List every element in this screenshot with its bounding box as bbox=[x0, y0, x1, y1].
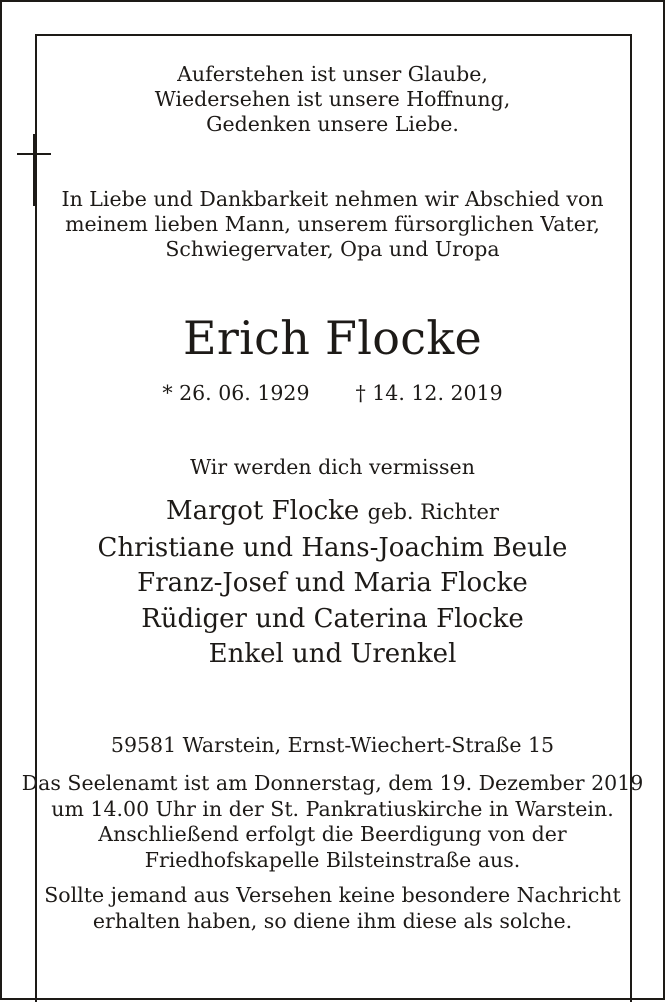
spouse-name: Margot Flocke bbox=[166, 496, 360, 526]
intro-line: In Liebe und Dankbarkeit nehmen wir Abschied von bbox=[61, 187, 604, 211]
mourner-line: Rüdiger und Caterina Flocke bbox=[141, 603, 524, 634]
mourner-line: Enkel und Urenkel bbox=[208, 639, 457, 669]
motto-line: Wiedersehen ist unsere Hoffnung, bbox=[154, 87, 511, 111]
notice-line: Sollte jemand aus Versehen keine besondere Nachricht bbox=[44, 883, 621, 907]
motto-verse bbox=[0, 62, 665, 137]
motto-line: Auferstehen ist unser Glaube, bbox=[177, 62, 488, 86]
intro-line: Schwiegervater, Opa und Uropa bbox=[165, 237, 500, 261]
farewell-intro bbox=[0, 187, 665, 262]
family-address: 59581 Warstein, Ernst-Wiechert-Straße 15 bbox=[110, 733, 555, 757]
service-line: Friedhofskapelle Bilsteinstraße aus. bbox=[144, 847, 521, 872]
life-dates bbox=[0, 379, 665, 407]
notice-line: erhalten haben, so diene ihm diese als solche. bbox=[92, 908, 573, 933]
cross-icon-horizontal bbox=[17, 153, 51, 155]
spouse-maiden-name: geb. Richter bbox=[367, 500, 499, 524]
service-line: Anschließend erfolgt die Beerdigung von der bbox=[98, 822, 567, 846]
service-details bbox=[0, 771, 665, 873]
birth-date: * 26. 06. 1929 bbox=[162, 381, 310, 405]
mourners-heading: Wir werden dich vermissen bbox=[190, 455, 475, 479]
mourner-line: Franz-Josef und Maria Flocke bbox=[137, 568, 528, 598]
service-line: um 14.00 Uhr in der St. Pankratiuskirche in Warstein. bbox=[51, 796, 614, 821]
death-date: † 14. 12. 2019 bbox=[355, 381, 503, 405]
mourners-list bbox=[0, 494, 665, 673]
service-line: Das Seelenamt ist am Donnerstag, dem 19. Dezember 2019 bbox=[21, 771, 644, 795]
motto-line: Gedenken unsere Liebe. bbox=[206, 112, 459, 136]
notification-disclaimer bbox=[0, 883, 665, 934]
spouse-line bbox=[0, 494, 665, 531]
intro-line: meinem lieben Mann, unserem fürsorglichen Vater, bbox=[65, 212, 600, 236]
deceased-name: Erich Flocke bbox=[182, 311, 483, 365]
mourner-line: Christiane und Hans-Joachim Beule bbox=[97, 532, 568, 563]
